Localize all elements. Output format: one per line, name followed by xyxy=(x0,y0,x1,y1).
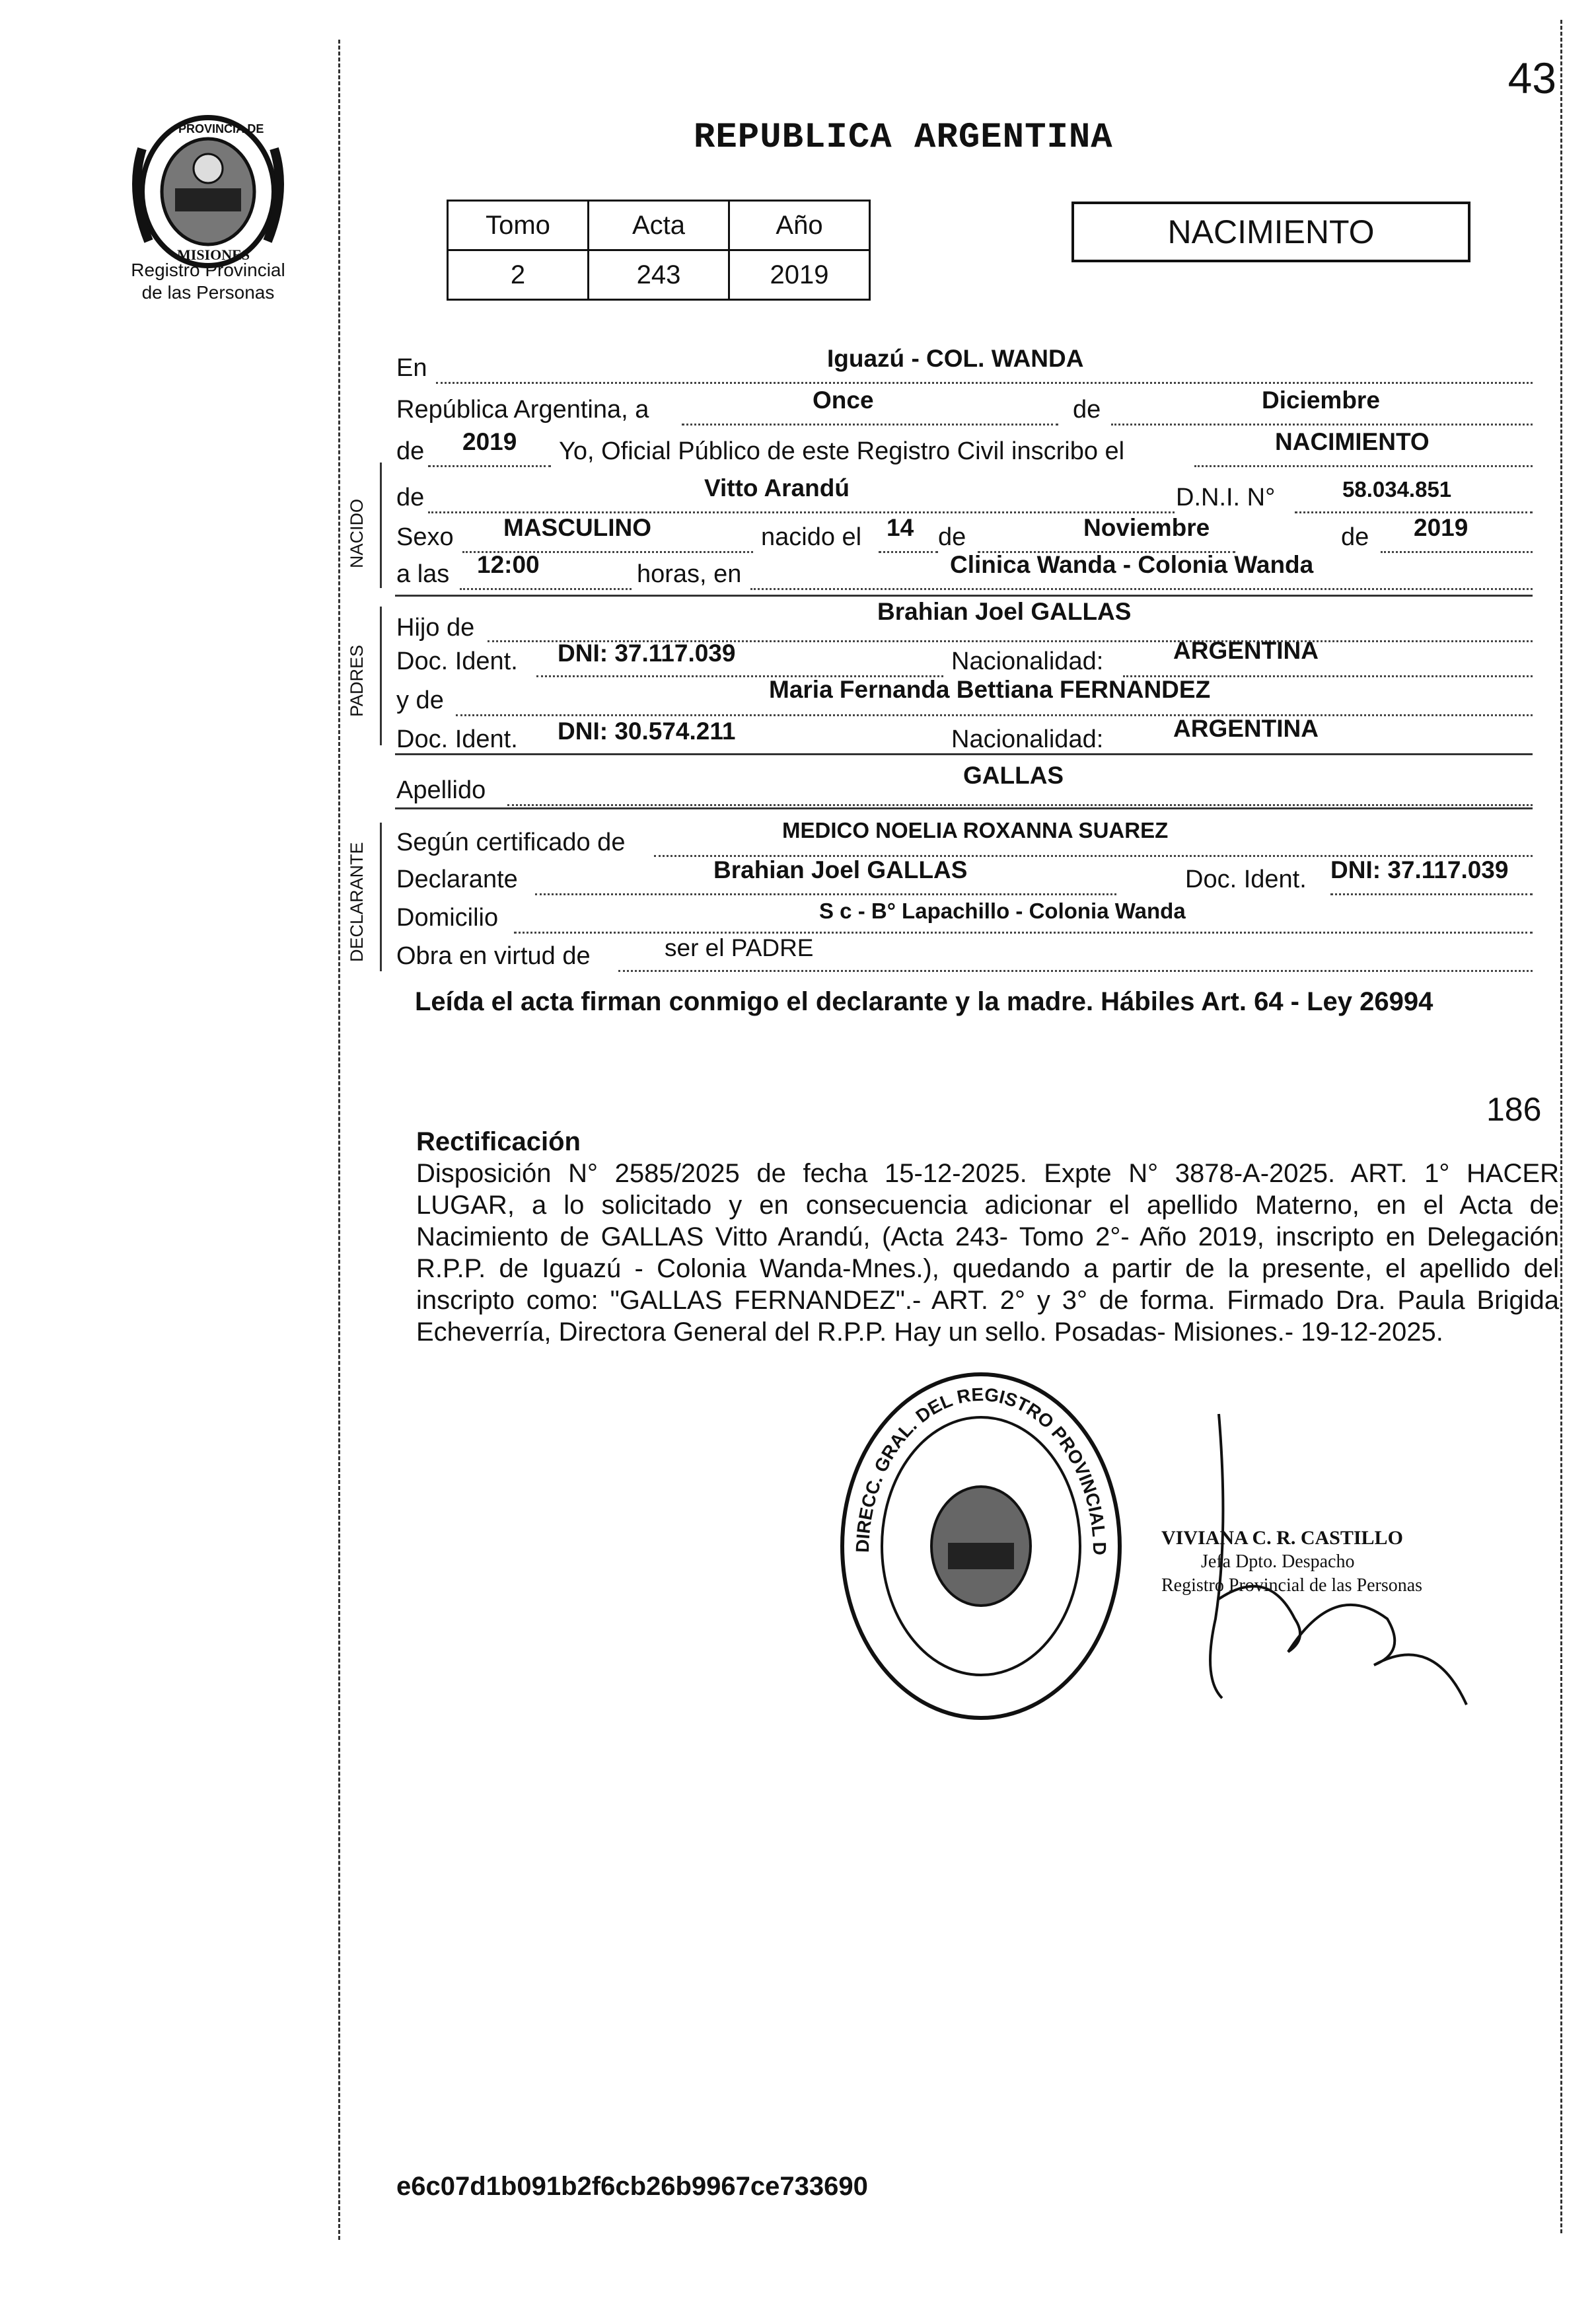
rectificacion-body: Disposición N° 2585/2025 de fecha 15-12-2025. Expte N° 3878-A-2025. ART. 1° HACER LUGAR, a lo solicitado y en consecuencia adicionar el apellido Materno, en el Acta de Nacimiento de GALLAS Vitto Arandú, (Acta 243- Tomo 2°- Año 2019, inscripto en Delegación R.P.P. de Iguazú - Colonia Wanda-Mnes.), quedando a partir de la presente, el apellido del inscripto como: "GALLAS FERNANDEZ".- ART. 2° y 3° de forma. Firmado Dra. Paula Brigida Echeverría, Directora General del R.P.P. Hay un sello. Posadas- Misiones.- 19-12-2025. xyxy=(416,1159,1559,1347)
dots xyxy=(682,424,1058,426)
value-anio: 2019 xyxy=(729,250,870,300)
republica-label: República Argentina, a xyxy=(396,396,649,424)
birth-month-value: Noviembre xyxy=(1083,514,1210,541)
year-value: 2019 xyxy=(462,428,517,455)
child-name-value: Vitto Arandú xyxy=(704,474,850,501)
dots xyxy=(1295,511,1533,513)
nacido-bracket xyxy=(380,463,382,588)
document-hash: e6c07d1b091b2f6cb26b9967ce733690 xyxy=(396,2172,868,2201)
declarante-doc-value: DNI: 37.117.039 xyxy=(1330,856,1509,883)
declarante-label: Declarante xyxy=(396,866,518,893)
dots xyxy=(428,465,551,467)
header-acta: Acta xyxy=(589,201,729,250)
registry-caption-line1: Registro Provincial xyxy=(131,260,285,280)
inscribo-value: NACIMIENTO xyxy=(1275,428,1430,455)
padres-bracket xyxy=(380,607,382,745)
section-padres-label: PADRES xyxy=(347,644,367,717)
horas-en-label: horas, en xyxy=(637,560,742,588)
day-value: Once xyxy=(813,387,874,414)
father-doc-value: DNI: 37.117.039 xyxy=(558,640,736,667)
signer-role: Jefa Dpto. Despacho xyxy=(1201,1551,1355,1572)
signer-name: VIVIANA C. R. CASTILLO xyxy=(1161,1527,1403,1549)
registry-caption-line2: de las Personas xyxy=(141,282,275,303)
record-type-box: NACIMIENTO xyxy=(1071,202,1470,262)
month-value: Diciembre xyxy=(1262,387,1380,414)
dni-label: D.N.I. N° xyxy=(1176,484,1276,511)
signer-office: Registro Provincial de las Personas xyxy=(1161,1575,1423,1596)
mother-nat-label: Nacionalidad: xyxy=(951,725,1104,753)
section-nacido-label: NACIDO xyxy=(347,498,367,568)
yo-text: Yo, Oficial Público de este Registro Civil inscribo el xyxy=(559,437,1125,465)
dots xyxy=(879,551,938,553)
section-divider-2 xyxy=(395,753,1533,755)
de2-label: de xyxy=(396,437,425,465)
dots xyxy=(1111,424,1533,426)
seal-text-bottom: MISIONES xyxy=(177,246,250,263)
en-value: Iguazú - COL. WANDA xyxy=(827,345,1084,372)
dots xyxy=(750,588,1533,590)
left-margin-line xyxy=(338,40,340,2240)
obra-value: ser el PADRE xyxy=(665,934,814,961)
sexo-value: MASCULINO xyxy=(503,514,652,541)
father-nat-label: Nacionalidad: xyxy=(951,648,1104,675)
birth-day-value: 14 xyxy=(887,514,914,541)
child-dni-value: 58.034.851 xyxy=(1342,477,1452,501)
value-acta: 243 xyxy=(589,250,729,300)
mother-doc-value: DNI: 30.574.211 xyxy=(558,718,736,745)
father-doc-label: Doc. Ident. xyxy=(396,648,518,675)
header-anio: Año xyxy=(729,201,870,250)
hijo-de-label: Hijo de xyxy=(396,614,475,642)
father-nat-value: ARGENTINA xyxy=(1173,637,1319,664)
dots xyxy=(436,382,1533,384)
section-declarante-label: DECLARANTE xyxy=(347,842,367,962)
declarante-bracket xyxy=(380,823,382,971)
section-divider-3 xyxy=(395,807,1533,809)
declarante-value: Brahian Joel GALLAS xyxy=(713,856,968,883)
birth-place-value: Clinica Wanda - Colonia Wanda xyxy=(950,551,1314,578)
certificado-value: MEDICO NOELIA ROXANNA SUAREZ xyxy=(782,818,1169,842)
dots xyxy=(618,970,1533,972)
dots xyxy=(456,714,1533,716)
de-label-3: de xyxy=(1341,523,1369,551)
page-number: 43 xyxy=(1507,54,1556,102)
rectificacion-number: 186 xyxy=(1486,1091,1542,1128)
declarante-doc-label: Doc. Ident. xyxy=(1185,866,1307,893)
registry-caption xyxy=(99,259,317,304)
header-tomo: Tomo xyxy=(448,201,589,250)
dots xyxy=(1194,465,1533,467)
dots xyxy=(535,893,1116,895)
stamp-seal-text: DIRECC. GRAL. DEL REGISTRO PROVINCIAL D xyxy=(852,1384,1110,1556)
segun-label: Según certificado de xyxy=(396,829,626,856)
obra-label: Obra en virtud de xyxy=(396,942,591,970)
father-name-value: Brahian Joel GALLAS xyxy=(877,598,1132,625)
document-title: REPUBLICA ARGENTINA xyxy=(694,118,1113,158)
record-table xyxy=(447,200,871,301)
dots xyxy=(460,588,632,590)
domicilio-value: S c - B° Lapachillo - Colonia Wanda xyxy=(819,899,1186,923)
birth-year-value: 2019 xyxy=(1414,514,1469,541)
signer-stamp xyxy=(1161,1526,1422,1598)
province-seal-logo xyxy=(126,109,291,274)
apellido-value: GALLAS xyxy=(963,762,1064,789)
y-de-label: y de xyxy=(396,687,444,714)
de-label: de xyxy=(1073,396,1101,424)
apellido-label: Apellido xyxy=(396,776,486,804)
mother-doc-label: Doc. Ident. xyxy=(396,725,518,753)
en-label: En xyxy=(396,354,427,382)
hour-value: 12:00 xyxy=(477,551,540,578)
domicilio-label: Domicilio xyxy=(396,904,499,932)
nacido-el-label: nacido el xyxy=(761,523,862,551)
mother-name-value: Maria Fernanda Bettiana FERNANDEZ xyxy=(769,676,1211,703)
a-las-label: a las xyxy=(396,560,450,588)
dots xyxy=(1330,893,1533,895)
dots xyxy=(514,932,1533,934)
de-label-2: de xyxy=(938,523,966,551)
nacido-de-label: de xyxy=(396,484,425,511)
section-divider-1 xyxy=(395,595,1533,597)
dots xyxy=(428,511,1175,513)
closing-note: Leída el acta firman conmigo el declarante y la madre. Hábiles Art. 64 - Ley 26994 xyxy=(415,987,1433,1016)
mother-nat-value: ARGENTINA xyxy=(1173,715,1319,742)
seal-text-top: PROVINCIA DE xyxy=(178,122,264,135)
rectificacion-title: Rectificación xyxy=(416,1127,581,1156)
dots xyxy=(1381,551,1533,553)
sexo-label: Sexo xyxy=(396,523,454,551)
value-tomo: 2 xyxy=(448,250,589,300)
right-margin-line xyxy=(1560,20,1562,2233)
dots xyxy=(507,804,1533,806)
official-stamp xyxy=(829,1355,1133,1725)
